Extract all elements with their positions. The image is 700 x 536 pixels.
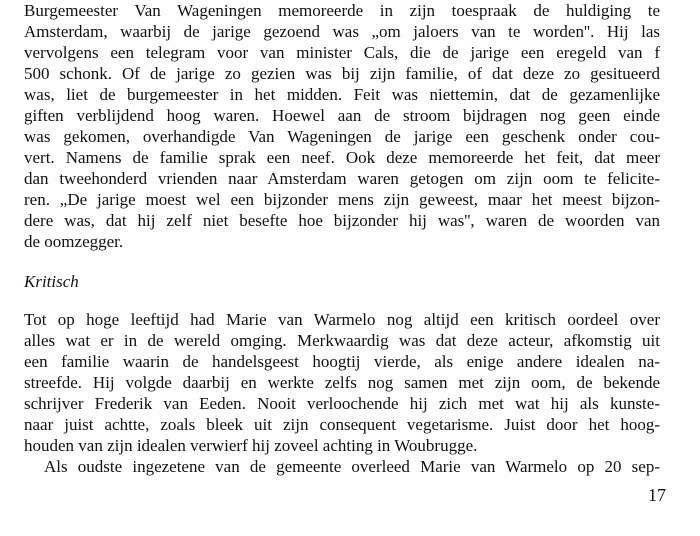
paragraph-2-line-1: Tot op hoge leeftijd had Marie van Warmelo nog altijd een kritisch oordeel over xyxy=(24,310,660,329)
paragraph-1-line-4: 500 schonk. Of de jarige zo gezien was bij zijn familie, of dat deze zo gesitueerd xyxy=(24,64,660,83)
paragraph-1-line-5: was, liet de burgemeester in het midden. Feit was niettemin, dat de gezamenlijke xyxy=(24,85,660,104)
paragraph-1-line-1: Burgemeester Van Wageningen memoreerde in zijn toespraak de huldiging te xyxy=(24,1,660,20)
paragraph-2-line-2: alles wat er in de wereld omging. Merkwaardig was dat deze acteur, afkomstig uit xyxy=(24,331,660,350)
paragraph-1-line-2: Amsterdam, waarbij de jarige gezoend was „om jaloers van te worden''. Hij las xyxy=(24,22,660,41)
paragraph-1-line-3: vervolgens een telegram voor van minister Cals, die de jarige een eregeld van f xyxy=(24,43,660,62)
page-number: 17 xyxy=(648,485,666,505)
paragraph-1-line-11: dere was, dat hij zelf niet besefte hoe bijzonder hij was'', waren de woorden van xyxy=(24,211,660,230)
paragraph-1-line-7: was gekomen, overhandigde Van Wageningen de jarige een geschenk onder cou- xyxy=(24,127,660,146)
paragraph-2-line-3: een familie waarin de handelsgeest hoogtij vierde, als enige andere idealen na- xyxy=(24,352,660,371)
paragraph-2-line-4: streefde. Hij volgde daarbij en werkte zelfs nog samen met zijn oom, de bekende xyxy=(24,373,660,392)
paragraph-2-line-6: naar juist achtte, zoals bleek uit zijn consequent vegetarisme. Juist door het hoog- xyxy=(24,415,660,434)
section-heading: Kritisch xyxy=(24,272,79,291)
paragraph-1-line-9: dan tweehonderd vrienden naar Amsterdam waren getogen om zijn oom te felicite- xyxy=(24,169,660,188)
paragraph-2-line-5: schrijver Frederik van Eeden. Nooit verloochende hij zich met wat hij als kunste- xyxy=(24,394,660,413)
paragraph-1-line-6: giften verblijdend hoog waren. Hoewel aan de stroom bijdragen nog geen einde xyxy=(24,106,660,125)
paragraph-2-line-7: houden van zijn idealen verwierf hij zoveel achting in Woubrugge. xyxy=(24,436,478,455)
paragraph-1-line-10: ren. „De jarige moest wel een bijzonder mens zijn geweest, maar het meest bijzon- xyxy=(24,190,660,209)
paragraph-1-line-12: de oomzegger. xyxy=(24,232,124,251)
paragraph-3-line-1: Als oudste ingezetene van de gemeente overleed Marie van Warmelo op 20 sep- xyxy=(44,457,660,476)
paragraph-1-line-8: vert. Namens de familie sprak een neef. Ook deze memoreerde het feit, dat meer xyxy=(24,148,660,167)
